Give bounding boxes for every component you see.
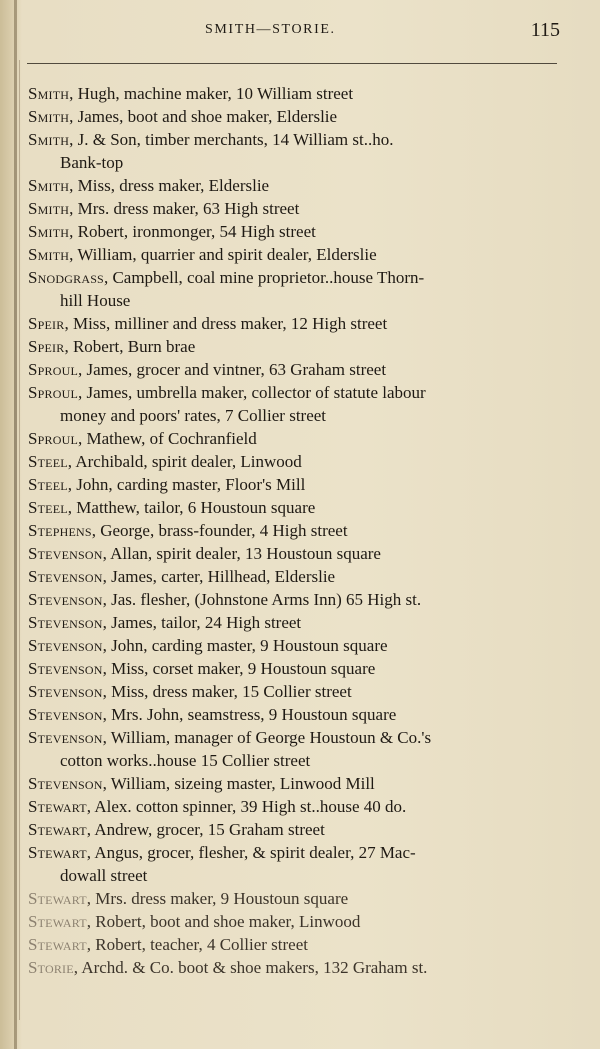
entry-surname: Sproul [28,360,78,379]
directory-entry [0,243,600,266]
entry-line: Speir, Robert, Burn brae [28,337,196,356]
entry-surname: Stewart [28,935,87,954]
entry-surname: Stewart [28,820,87,839]
directory-entry [0,611,600,634]
entry-continuation: cotton works..house 15 Collier street [60,751,311,770]
directory-entry [0,910,600,933]
entry-line: Stewart, Andrew, grocer, 15 Graham street [28,820,325,839]
directory-entry [0,657,600,680]
entry-line: Stevenson, Jas. flesher, (Johnstone Arms Inn) 65 High st. [28,590,422,609]
running-head: SMITH—STORIE. [205,22,336,37]
entry-surname: Stevenson [28,659,103,678]
entry-line: Steel, Archibald, spirit dealer, Linwood [28,452,302,471]
entry-line: Speir, Miss, milliner and dress maker, 12 High street [28,314,388,333]
entry-line: Smith, James, boot and shoe maker, Elderslie [28,107,338,126]
directory-entry [0,450,600,473]
entry-line: Stewart, Robert, boot and shoe maker, Linwood [28,912,361,931]
entry-line: Stevenson, Miss, dress maker, 15 Collier street [28,682,352,701]
entry-surname: Stevenson [28,728,103,747]
entry-line: Sproul, Mathew, of Cochranfield [28,429,257,448]
entry-surname: Snodgrass [28,268,104,287]
entry-line: Snodgrass, Campbell, coal mine proprietor..house Thorn- [28,268,425,287]
directory-entry [0,82,600,105]
entry-line: Smith, J. & Son, timber merchants, 14 William st..ho. [28,130,394,149]
directory-entry [0,128,600,174]
entry-surname: Steel [28,498,68,517]
entry-surname: Stewart [28,797,87,816]
directory-entry [0,795,600,818]
directory-entry [0,818,600,841]
directory-entry [0,703,600,726]
directory-entry [0,312,600,335]
directory-entry [0,956,600,979]
entry-surname: Stewart [28,843,87,862]
entry-surname: Smith [28,176,70,195]
directory-entry [0,680,600,703]
directory-entry [0,634,600,657]
directory-entries [0,82,600,979]
entry-line: Smith, Mrs. dress maker, 63 High street [28,199,300,218]
entry-line: Smith, William, quarrier and spirit dealer, Elderslie [28,245,377,264]
entry-surname: Storie [28,958,74,977]
directory-entry [0,105,600,128]
directory-entry [0,220,600,243]
entry-line: Sproul, James, umbrella maker, collector of statute labour [28,383,426,402]
entry-surname: Stevenson [28,705,103,724]
entry-continuation: Bank-top [60,153,124,172]
directory-entry [0,841,600,887]
directory-entry [0,197,600,220]
entry-surname: Speir [28,314,65,333]
directory-entry [0,887,600,910]
entry-surname: Stevenson [28,567,103,586]
entry-line: Steel, John, carding master, Floor's Mill [28,475,306,494]
entry-line: Smith, Miss, dress maker, Elderslie [28,176,270,195]
entry-line: Smith, Robert, ironmonger, 54 High street [28,222,316,241]
entry-surname: Smith [28,245,70,264]
directory-entry [0,565,600,588]
entry-continuation: hill House [60,291,131,310]
directory-entry [0,772,600,795]
directory-entry [0,496,600,519]
directory-entry [0,519,600,542]
directory-entry [0,427,600,450]
entry-surname: Stevenson [28,682,103,701]
entry-line: Stevenson, Mrs. John, seamstress, 9 Houstoun square [28,705,397,724]
header-rule [27,63,557,64]
entry-line: Stevenson, William, manager of George Houstoun & Co.'s [28,728,432,747]
entry-line: Stewart, Mrs. dress maker, 9 Houstoun square [28,889,349,908]
entry-line: Smith, Hugh, machine maker, 10 William street [28,84,354,103]
entry-surname: Speir [28,337,65,356]
entry-surname: Stevenson [28,590,103,609]
directory-entry [0,174,600,197]
directory-entry [0,933,600,956]
directory-entry [0,358,600,381]
directory-entry [0,726,600,772]
entry-surname: Sproul [28,383,78,402]
entry-surname: Stevenson [28,613,103,632]
entry-surname: Steel [28,452,68,471]
entry-line: Stevenson, James, tailor, 24 High street [28,613,302,632]
entry-surname: Sproul [28,429,78,448]
entry-continuation: money and poors' rates, 7 Collier street [60,406,327,425]
entry-line: Sproul, James, grocer and vintner, 63 Graham street [28,360,387,379]
entry-surname: Smith [28,130,70,149]
directory-entry [0,473,600,496]
entry-surname: Steel [28,475,68,494]
entry-line: Steel, Matthew, tailor, 6 Houstoun square [28,498,316,517]
entry-surname: Stewart [28,912,87,931]
entry-surname: Stephens [28,521,92,540]
entry-surname: Stewart [28,889,87,908]
entry-line: Stevenson, Allan, spirit dealer, 13 Houstoun square [28,544,381,563]
entry-line: Stevenson, James, carter, Hillhead, Elderslie [28,567,336,586]
entry-line: Stewart, Robert, teacher, 4 Collier street [28,935,308,954]
entry-line: Stevenson, Miss, corset maker, 9 Houstoun square [28,659,376,678]
entry-surname: Stevenson [28,544,103,563]
entry-surname: Stevenson [28,636,103,655]
entry-surname: Smith [28,222,70,241]
entry-surname: Smith [28,199,70,218]
entry-line: Storie, Archd. & Co. boot & shoe makers, 132 Graham st. [28,958,428,977]
directory-entry [0,381,600,427]
directory-entry [0,542,600,565]
entry-continuation: dowall street [60,866,148,885]
entry-surname: Smith [28,84,70,103]
directory-entry [0,335,600,358]
directory-entry [0,266,600,312]
page-header [0,19,600,44]
page-number: 115 [530,19,560,41]
entry-line: Stevenson, William, sizeing master, Linwood Mill [28,774,375,793]
entry-surname: Smith [28,107,70,126]
entry-line: Stewart, Angus, grocer, flesher, & spirit dealer, 27 Mac- [28,843,416,862]
entry-line: Stephens, George, brass-founder, 4 High street [28,521,348,540]
directory-entry [0,588,600,611]
entry-surname: Stevenson [28,774,103,793]
entry-line: Stewart, Alex. cotton spinner, 39 High st..house 40 do. [28,797,407,816]
entry-line: Stevenson, John, carding master, 9 Houstoun square [28,636,388,655]
